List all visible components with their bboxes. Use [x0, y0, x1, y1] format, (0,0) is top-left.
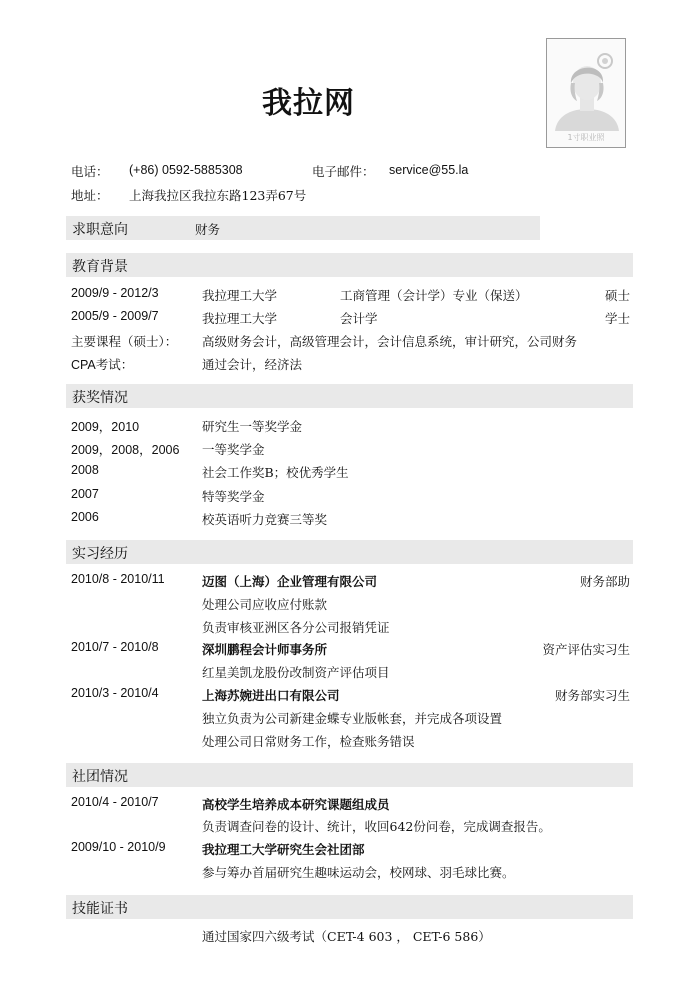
internship-role: 财务部实习生	[554, 688, 630, 703]
internship-entry	[0, 640, 700, 660]
objective-value: 财务	[195, 222, 221, 237]
profile-photo	[546, 38, 626, 148]
education-section-header	[66, 253, 633, 277]
award-name: 一等奖学金	[202, 442, 265, 457]
clubs-title: 社团情况	[72, 769, 128, 785]
award-date: 2006	[71, 510, 99, 524]
internship-detail	[0, 663, 700, 683]
phone-label: 电话：	[71, 164, 109, 179]
education-degree: 学士	[604, 311, 630, 326]
skills-section-header	[66, 895, 633, 919]
awards-section-header	[66, 384, 633, 408]
internship-detail-text: 处理公司应收应付账款	[202, 597, 328, 612]
contact-phone	[129, 162, 243, 177]
club-date: 2010/4 - 2010/7	[71, 795, 159, 809]
address-label: 地址：	[71, 188, 109, 203]
contact-address	[129, 186, 306, 204]
award-name: 社会工作奖B；校优秀学生	[202, 465, 349, 480]
photo-caption: 1寸职业照	[567, 133, 605, 142]
internship-company: 迈图（上海）企业管理有限公司	[202, 574, 378, 589]
award-name: 研究生一等奖学金	[202, 419, 303, 434]
award-entry	[0, 440, 700, 460]
email-label: 电子邮件：	[312, 164, 375, 179]
internship-date: 2010/8 - 2010/11	[71, 572, 165, 586]
internship-date: 2010/7 - 2010/8	[71, 640, 159, 654]
award-name: 特等奖学金	[202, 489, 265, 504]
award-entry	[0, 417, 700, 437]
cpa-value: 通过会计，经济法	[202, 357, 303, 372]
internship-detail	[0, 709, 700, 729]
courses-value: 高级财务会计，高级管理会计，会计信息系统，审计研究，公司财务	[202, 334, 578, 349]
award-name: 校英语听力竞赛三等奖	[202, 512, 328, 527]
award-date: 2009，2008，2006	[71, 443, 180, 457]
contact-email	[389, 162, 468, 177]
internship-company: 深圳鹏程会计师事务所	[202, 642, 328, 657]
internship-detail-text: 独立负责为公司新建金蝶专业版帐套，并完成各项设置	[202, 711, 503, 726]
internship-detail-text: 红星美凯龙股份改制资产评估项目	[202, 665, 390, 680]
club-detail-text: 负责调查问卷的设计、统计，收回642份问卷，完成调查报告。	[202, 819, 551, 834]
objective-section-header	[66, 216, 540, 240]
internship-role: 财务部助	[579, 574, 630, 589]
education-entry	[0, 286, 700, 306]
club-detail	[0, 863, 700, 883]
internship-company: 上海苏婉进出口有限公司	[202, 688, 340, 703]
education-degree: 硕士	[604, 288, 630, 303]
awards-title: 获奖情况	[72, 390, 128, 406]
internship-entry	[0, 686, 700, 706]
skills-title: 技能证书	[72, 901, 128, 917]
contact-phone-row	[71, 162, 109, 180]
education-school: 我拉理工大学	[202, 311, 278, 326]
club-date: 2009/10 - 2010/9	[71, 840, 166, 854]
skill-text: 通过国家四六级考试（CET-4 603 ， CET-6 586）	[202, 929, 491, 944]
internship-detail-text: 处理公司日常财务工作，检查账务错误	[202, 734, 415, 749]
clubs-section-header	[66, 763, 633, 787]
education-title: 教育背景	[72, 259, 128, 275]
objective-title: 求职意向	[72, 222, 128, 238]
email-value: service@55.la	[389, 163, 469, 177]
education-major: 会计学	[340, 311, 378, 326]
cpa-label: CPA考试：	[71, 358, 134, 372]
club-org: 我拉理工大学研究生会社团部	[202, 842, 365, 857]
club-entry	[0, 840, 700, 860]
club-detail-text: 参与筹办首届研究生趣味运动会，校网球、羽毛球比赛。	[202, 865, 515, 880]
internship-detail	[0, 618, 700, 638]
award-date: 2008	[71, 463, 99, 477]
education-school: 我拉理工大学	[202, 288, 278, 303]
award-date: 2007	[71, 487, 99, 501]
internships-title: 实习经历	[72, 546, 128, 562]
address-value: 上海我拉区我拉东路123弄67号	[129, 188, 307, 203]
club-detail	[0, 817, 700, 837]
education-major: 工商管理（会计学）专业（保送）	[340, 288, 528, 303]
internship-role: 资产评估实习生	[542, 642, 630, 657]
club-org: 高校学生培养成本研究课题组成员	[202, 797, 390, 812]
internship-detail	[0, 595, 700, 615]
page-title: 我拉网	[262, 86, 355, 121]
internship-date: 2010/3 - 2010/4	[71, 686, 159, 700]
education-cpa-row	[0, 355, 700, 375]
contact-email-row	[312, 162, 375, 180]
skill-entry	[0, 927, 700, 947]
internship-detail	[0, 732, 700, 752]
award-entry	[0, 487, 700, 507]
courses-label: 主要课程（硕士）：	[71, 334, 178, 349]
award-date: 2009，2010	[71, 420, 140, 434]
club-entry	[0, 795, 700, 815]
education-entry	[0, 309, 700, 329]
internship-entry	[0, 572, 700, 592]
internships-section-header	[66, 540, 633, 564]
award-entry	[0, 510, 700, 530]
education-date: 2005/9 - 2009/7	[71, 309, 159, 323]
internship-detail-text: 负责审核亚洲区各分公司报销凭证	[202, 620, 390, 635]
award-entry	[0, 463, 700, 483]
contact-address-row	[71, 186, 109, 204]
education-courses-row	[0, 332, 700, 352]
phone-value: (+86) 0592-5885308	[129, 163, 243, 177]
education-date: 2009/9 - 2012/3	[71, 286, 159, 300]
